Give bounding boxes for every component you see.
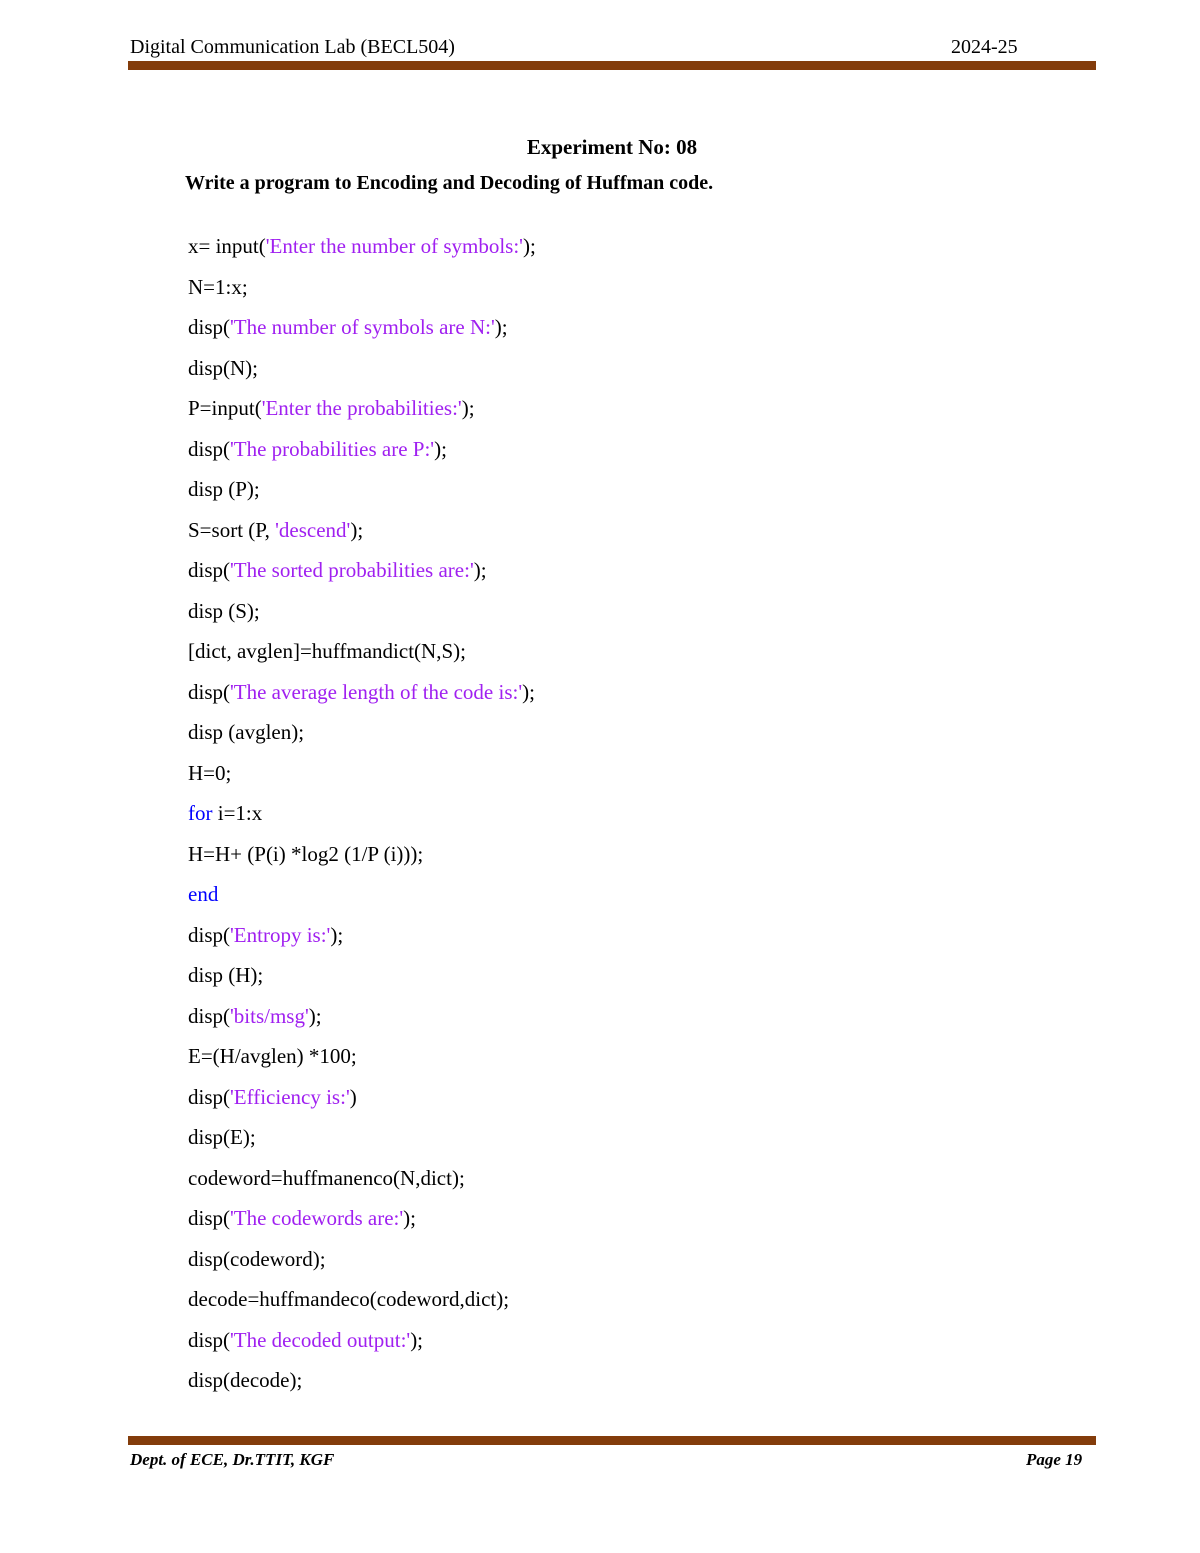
code-text: x= input( bbox=[188, 234, 266, 258]
code-text: disp( bbox=[188, 315, 230, 339]
code-line bbox=[188, 1042, 536, 1083]
code-line bbox=[188, 921, 536, 962]
code-text: disp( bbox=[188, 1327, 230, 1352]
code-line bbox=[188, 1123, 536, 1164]
header-course-title: Digital Communication Lab (BECL504) bbox=[130, 36, 455, 58]
code-line bbox=[188, 1366, 536, 1407]
code-string: 'Enter the probabilities:' bbox=[261, 396, 462, 420]
code-text: disp( bbox=[188, 1206, 230, 1230]
code-line bbox=[188, 354, 536, 395]
code-line bbox=[188, 880, 536, 921]
code-line bbox=[188, 597, 536, 638]
code-text: disp(codeword); bbox=[188, 1246, 326, 1271]
code-text: disp( bbox=[188, 679, 230, 704]
code-text: disp( bbox=[188, 1003, 230, 1028]
header-year: 2024-25 bbox=[951, 36, 1018, 58]
code-line bbox=[188, 1002, 536, 1043]
code-string: 'The number of symbols are N:' bbox=[230, 315, 495, 339]
code-text: N=1:x; bbox=[188, 274, 248, 299]
code-text: ); bbox=[461, 396, 475, 420]
code-text: ) bbox=[349, 1084, 357, 1109]
code-line bbox=[188, 475, 536, 516]
code-keyword: end bbox=[188, 882, 219, 906]
code-string: 'The codewords are:' bbox=[230, 1206, 404, 1230]
code-text: disp(E); bbox=[188, 1125, 256, 1149]
code-text: ); bbox=[403, 1206, 416, 1230]
code-text: ); bbox=[350, 517, 364, 542]
code-line bbox=[188, 232, 536, 273]
footer-divider bbox=[128, 1436, 1096, 1445]
code-text: disp( bbox=[188, 558, 230, 582]
code-string: 'Entropy is:' bbox=[230, 922, 331, 947]
code-line bbox=[188, 273, 536, 314]
code-text: disp(decode); bbox=[188, 1368, 303, 1392]
code-text: ); bbox=[473, 558, 487, 582]
code-string: 'Efficiency is:' bbox=[230, 1084, 350, 1109]
code-keyword: for bbox=[188, 801, 213, 825]
code-text: ); bbox=[434, 436, 447, 461]
code-text: i=1:x bbox=[212, 801, 263, 825]
code-text: decode=huffmandeco(codeword,dict); bbox=[188, 1287, 510, 1311]
code-text: disp (H); bbox=[188, 963, 264, 987]
code-line bbox=[188, 313, 536, 354]
code-text: disp(N); bbox=[188, 355, 258, 380]
code-line bbox=[188, 1326, 536, 1367]
code-string: 'descend' bbox=[275, 517, 351, 542]
code-text: ); bbox=[308, 1003, 322, 1028]
code-string: 'The sorted probabilities are:' bbox=[230, 558, 474, 582]
code-line bbox=[188, 799, 536, 840]
code-text: disp( bbox=[188, 922, 230, 947]
code-text: H=0; bbox=[188, 760, 232, 785]
code-text: P=input( bbox=[188, 396, 262, 420]
code-line bbox=[188, 759, 536, 800]
code-string: 'The probabilities are P:' bbox=[230, 436, 435, 461]
footer-department: Dept. of ECE, Dr.TTIT, KGF bbox=[130, 1450, 335, 1469]
code-string: 'bits/msg' bbox=[230, 1003, 309, 1028]
code-text: S=sort (P, bbox=[188, 517, 276, 542]
code-line bbox=[188, 840, 536, 881]
code-line bbox=[188, 516, 536, 557]
experiment-title: Experiment No: 08 bbox=[526, 135, 698, 159]
experiment-description: Write a program to Encoding and Decoding of Huffman code. bbox=[185, 172, 714, 194]
code-text: codeword=huffmanenco(N,dict); bbox=[188, 1165, 465, 1190]
code-line bbox=[188, 637, 536, 678]
code-line bbox=[188, 1285, 536, 1326]
footer-page-number: Page 19 bbox=[1026, 1450, 1083, 1469]
code-line bbox=[188, 1204, 536, 1245]
code-text: disp( bbox=[188, 436, 230, 461]
code-string: 'The decoded output:' bbox=[230, 1327, 411, 1352]
code-line bbox=[188, 394, 536, 435]
code-text: ); bbox=[522, 234, 536, 258]
code-text: ); bbox=[494, 315, 508, 339]
code-line bbox=[188, 556, 536, 597]
code-line bbox=[188, 435, 536, 476]
code-string: 'The average length of the code is:' bbox=[230, 679, 523, 704]
code-listing bbox=[188, 232, 536, 1407]
code-line bbox=[188, 961, 536, 1002]
code-line bbox=[188, 1245, 536, 1286]
code-text: ); bbox=[330, 922, 344, 947]
code-text: H=H+ (P(i) *log2 (1/P (i))); bbox=[188, 841, 424, 866]
code-text: E=(H/avglen) *100; bbox=[188, 1044, 357, 1068]
code-line bbox=[188, 718, 536, 759]
code-text: disp (avglen); bbox=[188, 720, 305, 744]
code-line bbox=[188, 1164, 536, 1205]
code-text: disp (P); bbox=[188, 477, 260, 501]
code-text: [dict, avglen]=huffmandict(N,S); bbox=[188, 639, 466, 663]
code-text: disp( bbox=[188, 1084, 230, 1109]
code-text: disp (S); bbox=[188, 598, 260, 623]
code-text: ); bbox=[410, 1327, 424, 1352]
code-line bbox=[188, 678, 536, 719]
code-line bbox=[188, 1083, 536, 1124]
header-divider bbox=[128, 61, 1096, 70]
code-text: ); bbox=[522, 679, 535, 704]
code-string: 'Enter the number of symbols:' bbox=[265, 234, 523, 258]
